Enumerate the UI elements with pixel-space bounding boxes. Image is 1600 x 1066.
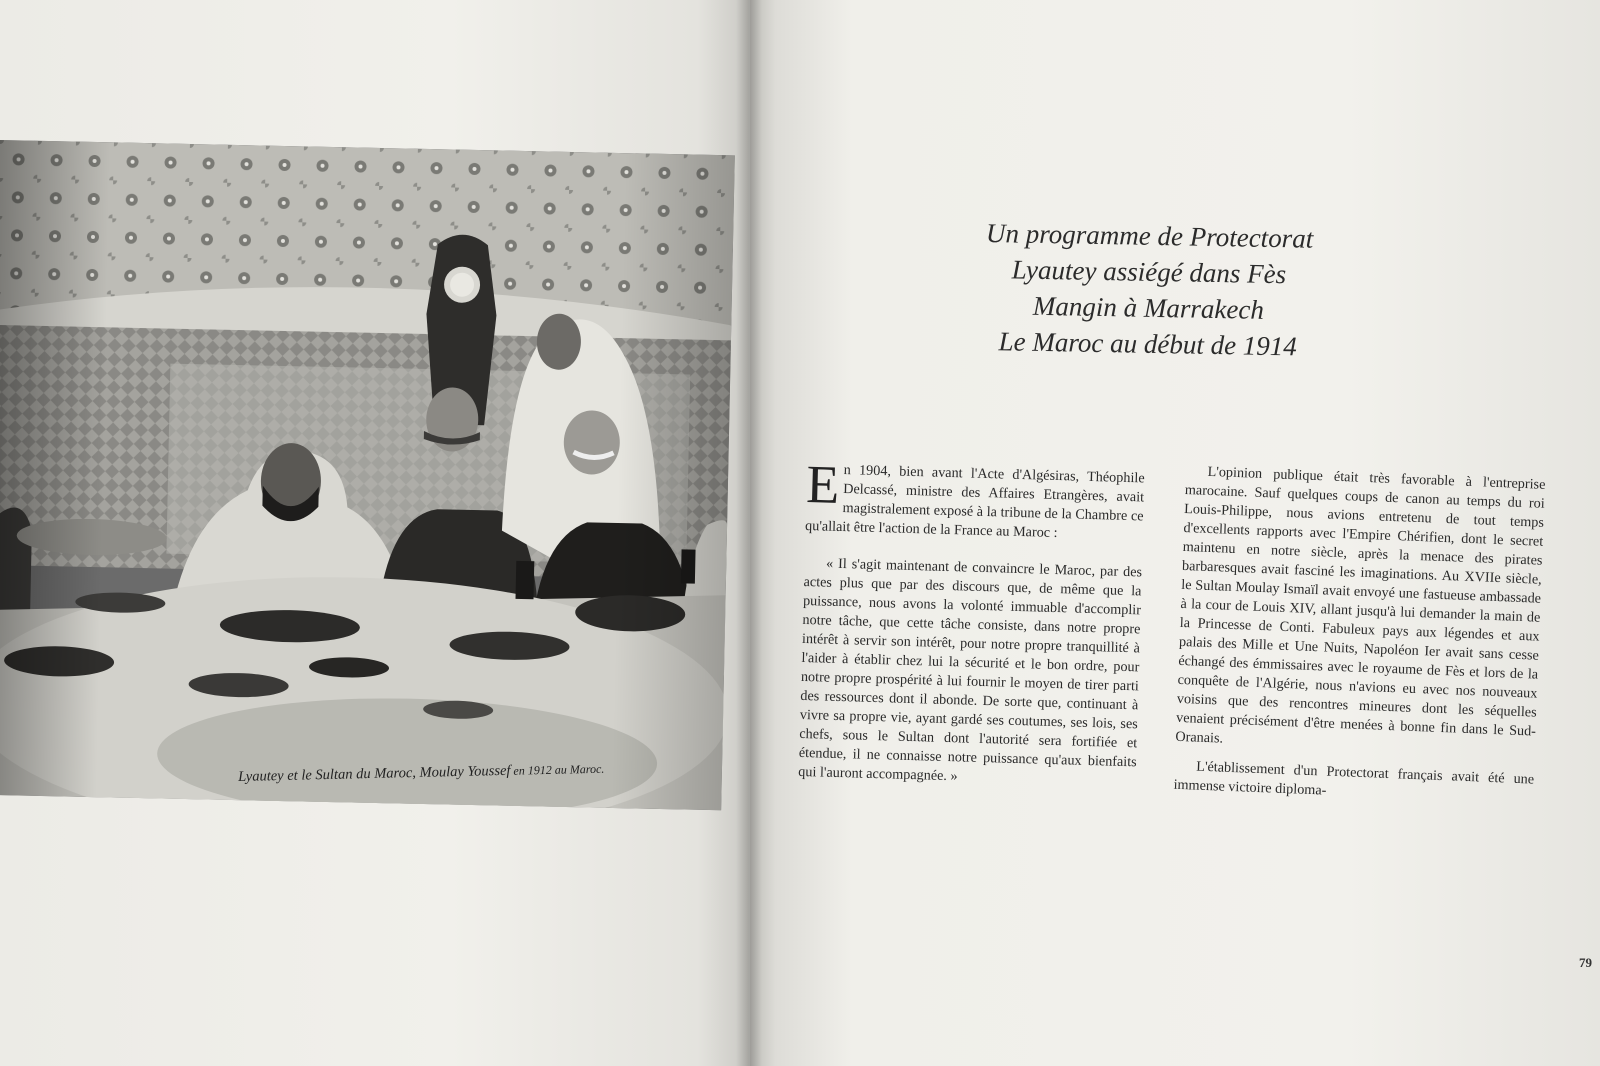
caption-main: Lyautey et le Sultan du Maroc, Moulay Youssef (238, 762, 511, 785)
text-column-left (798, 454, 1145, 791)
page-number: 79 (1579, 955, 1592, 970)
caption-date: en 1912 au Maroc. (510, 761, 605, 778)
drop-cap: E (805, 454, 841, 515)
heading-line: Le Maroc au début de 1914 (998, 326, 1298, 362)
heading-line: Un programme de Protectorat (985, 217, 1314, 254)
intro-paragraph (804, 454, 1145, 545)
heading-line: Lyautey assiégé dans Fès (1011, 254, 1287, 290)
book-gutter (736, 0, 762, 1066)
historical-photograph (0, 140, 735, 810)
delcasse-quote: « Il s'agit maintenant de convaincre le Maroc, par des actes plus que par des discours que, de même que la puissance, nous avons la volonté immuable d'accomplir notre tâche, que cette tâche consiste, dans notre propre intérêt à servir son intérêt, pour notre propre tranquillité à l'aider à établir chez lui la sécurité et le bon ordre, pour notre propre prospérité à lui fournir le moyen de tirer parti des ressources dont il abonde. De sorte que, continuant à vivre sa propre vie, ayant gardé ses coutumes, ses lois, ses chefs, sous le Sultan dont l'autorité sera fortifiée et étendue, il ne connaisse notre puissance qu'aux bienfaits qui l'auront accompagnée. » (798, 555, 1143, 785)
heading-line: Mangin à Marrakech (1032, 290, 1265, 325)
chapter-headings (927, 214, 1369, 366)
text-column-right (1173, 462, 1546, 809)
opinion-paragraph: L'opinion publique était très favorable à l'entreprise marocaine. Sauf quelques coups de canon au temps du roi Louis-Philippe, nous avions entretenu de tout temps d'excellents rapports avec l'Empire Chérifien, dont le secret maintenu en notre siècle, après la menace des pirates barbaresques avait fasciné les imaginations. Au XVIIe siècle, le Sultan Moulay Ismaïl avait envoyé une fastueuse ambassade à la cour de Louis XIV, allant jusqu'à lui demander la main de la Princesse de Conti. Fabuleux pays aux légendes et aux palais des Mille et Une Nuits, Napoléon Ier avait sans cesse échangé des émmissaires avec le royaume de Fès et lors de la conquête de l'Algérie, nous n'avions eu avec nos nouveaux voisins que des rencontres mineures dont les séquelles venaient précisément d'être menées à bonne fin dans le Sud-Oranais. (1175, 463, 1546, 747)
photograph-illustration (0, 140, 735, 810)
protectorat-paragraph: L'établissement d'un Protectorat français avait été une immense victoire diploma- (1173, 758, 1535, 799)
intro-text: n 1904, bien avant l'Acte d'Algésiras, Théophile Delcassé, ministre des Affaires Etrangères, avait magistralement exposé à la tribune de la Chambre ce qu'allait être l'action de la France au Maroc : (804, 462, 1145, 542)
